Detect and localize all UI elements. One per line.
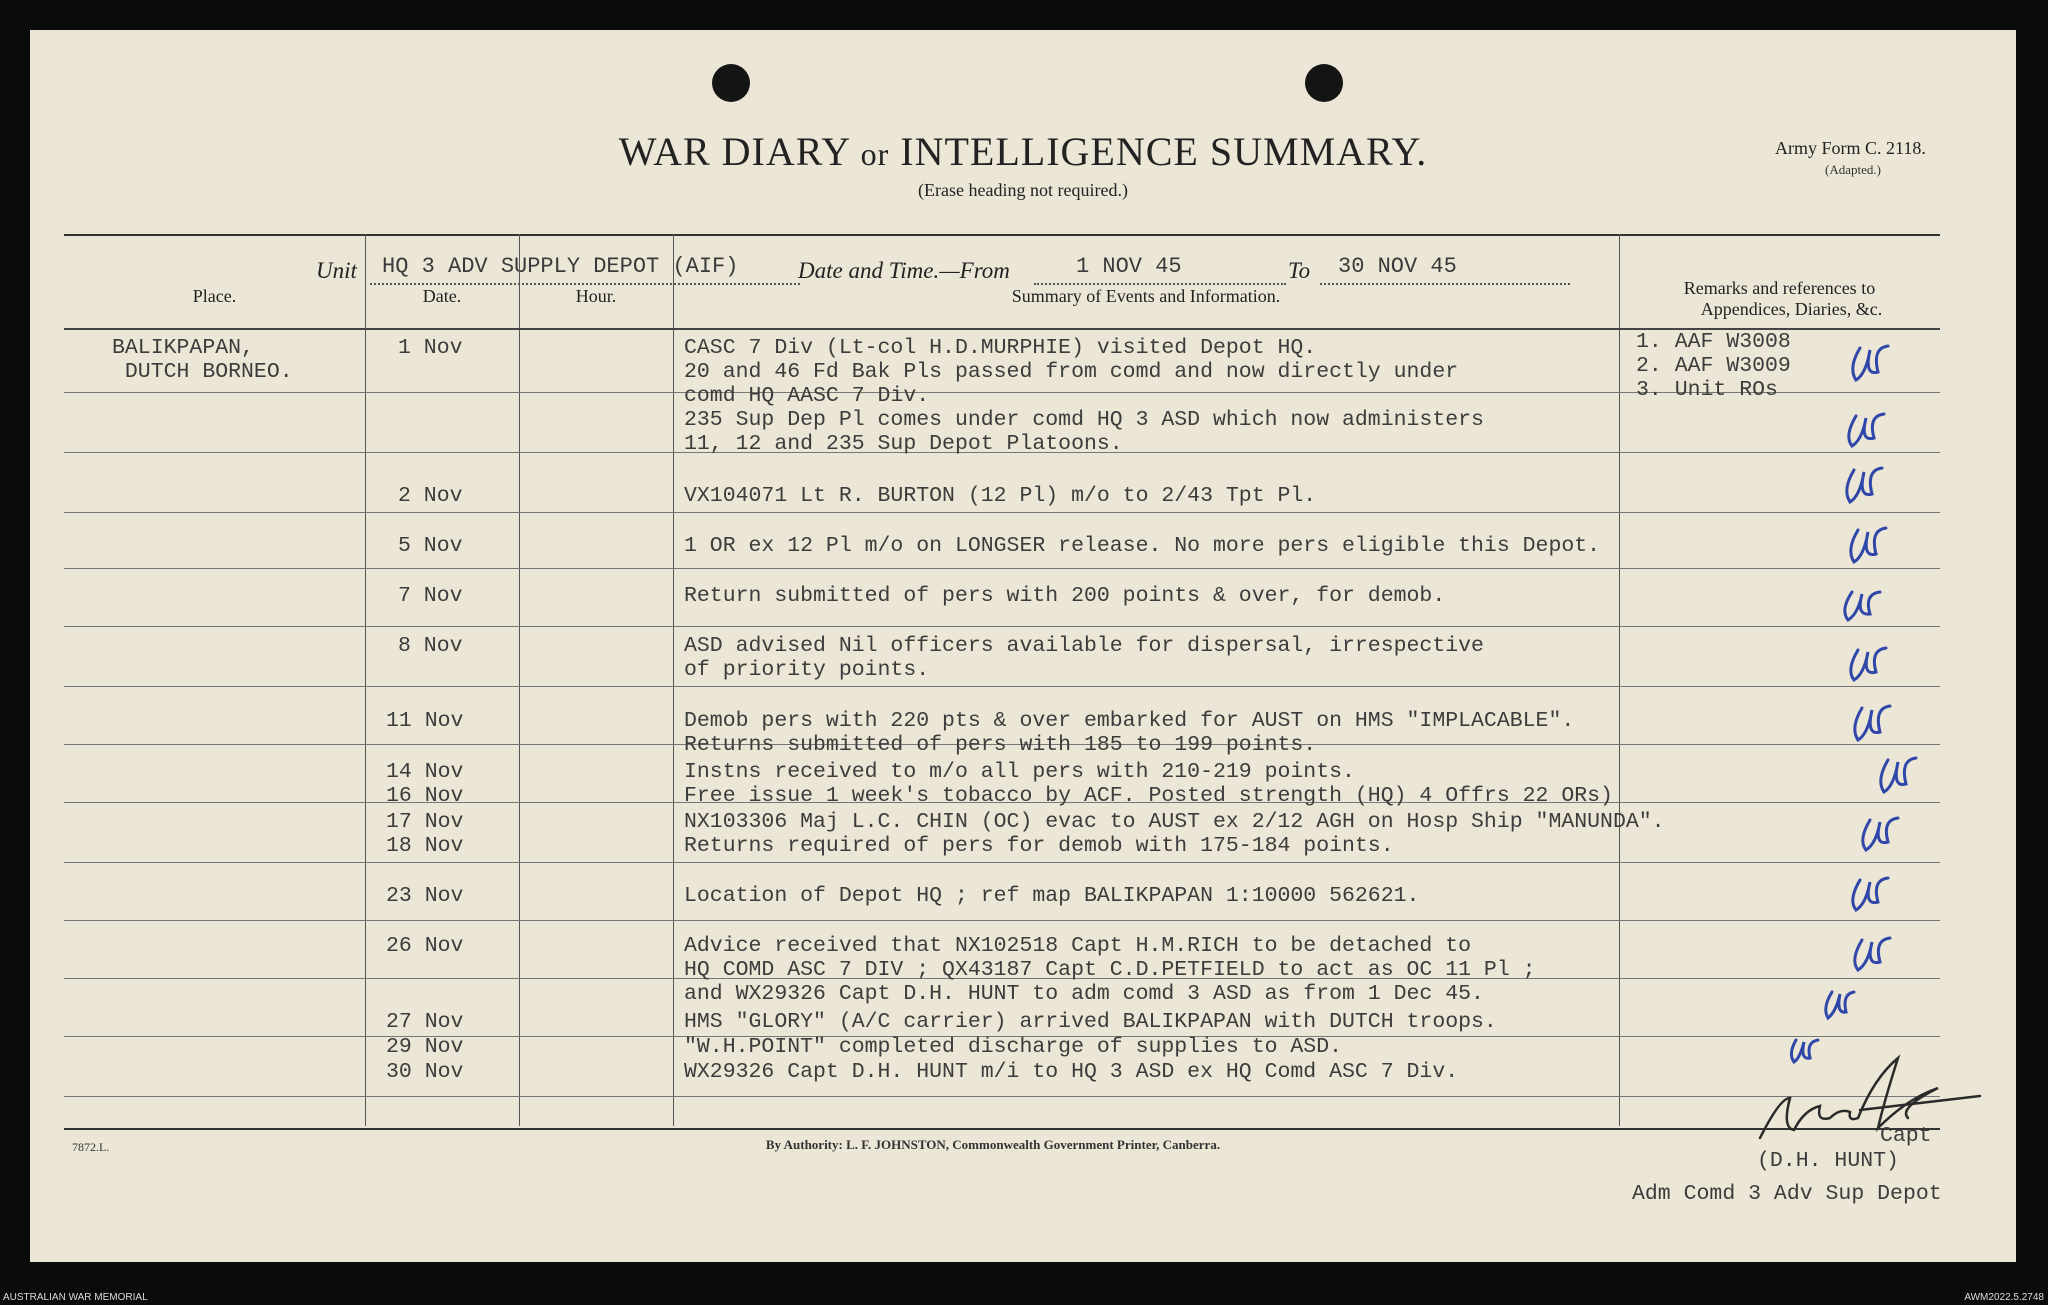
initial-mark [1863,818,1898,850]
unit-value: HQ 3 ADV SUPPLY DEPOT (AIF) [382,254,739,279]
from-value: 1 NOV 45 [1076,254,1182,279]
archive-caption: AUSTRALIAN WAR MEMORIAL [3,1292,148,1303]
initial-mark [1851,528,1886,562]
entry-text: 1 OR ex 12 Pl m/o on LONGSER release. No more pers eligible this Depot. [684,534,1601,558]
entry-text: VX104071 Lt R. BURTON (12 Pl) m/o to 2/43 Tpt Pl. [684,484,1317,508]
entry-text: NX103306 Maj L.C. CHIN (OC) evac to AUST ex 2/12 AGH on Hosp Ship "MANUNDA". Returns required of pers for demob with 175-184 points. [684,810,1665,858]
initial-mark [1791,1040,1818,1062]
initial-mark [1881,758,1916,792]
entry-date: 14 Nov 16 Nov [386,760,464,808]
entry-text: Location of Depot HQ ; ref map BALIKPAPAN 1:10000 562621. [684,884,1420,908]
entry-text: HMS "GLORY" (A/C carrier) arrived BALIKPAPAN with DUTCH troops. "W.H.POINT" completed discharge of supplies to ASD. WX29326 Capt D.H. HUNT m/i to HQ 3 ASD ex HQ Comd ASC 7 Div. [684,1010,1497,1084]
entry-text: Demob pers with 220 pts & over embarked for AUST on HMS "IMPLACABLE". Returns submitted of pers with 185 to 199 points. [684,709,1575,757]
entry-date: 2 Nov [398,484,463,508]
army-form-number: Army Form C. 2118. [1775,138,1926,158]
entry-text: Instns received to m/o all pers with 210-219 points. Free issue 1 week's tobacco by ACF. Posted strength (HQ) 4 Offrs 22 ORs) [684,760,1613,808]
col-date: Date. [422,286,462,306]
initial-mark [1845,592,1880,620]
remarks-cell: 1. AAF W3008 2. AAF W3009 3. Unit ROs [1636,330,1791,402]
signature-name: (D.H. HUNT) [1757,1149,1899,1173]
form-title: WAR DIARY or INTELLIGENCE SUMMARY. [618,129,1428,174]
initial-mark [1851,648,1886,680]
entry-date: 8 Nov [398,634,463,658]
initial-mark [1853,346,1888,380]
entry-text: CASC 7 Div (Lt-col H.D.MURPHIE) visited Depot HQ. 20 and 46 Fd Bak Pls passed from comd and now directly under comd HQ AASC 7 Div. 235 Sup Dep Pl comes under comd HQ 3 ASD which now administers 11, 12 and 235 Sup Depot Platoons. [684,336,1484,456]
entry-text: Advice received that NX102518 Capt H.M.RICH to be detached to HQ COMD ASC 7 DIV ; QX43187 Capt C.D.PETFIELD to act as OC 11 Pl ; and WX29326 Capt D.H. HUNT to adm comd 3 ASD as from 1 Dec 45. [684,934,1536,1006]
col-place: Place. [192,286,237,306]
to-value: 30 NOV 45 [1338,254,1457,279]
form-subtitle: (Erase heading not required.) [918,180,1128,200]
archive-reference: AWM2022.5.2748 [1964,1292,2044,1303]
army-form-adapted: (Adapted.) [1825,162,1881,177]
initial-mark [1847,468,1882,502]
entry-date: 11 Nov [386,709,464,733]
date-from-label: Date and Time.—From [798,258,1010,283]
col-hour: Hour. [575,286,617,306]
entry-date: 17 Nov 18 Nov [386,810,464,858]
place-cell: BALIKPAPAN, DUTCH BORNEO. [112,336,293,384]
entry-date: 5 Nov [398,534,463,558]
initial-mark [1826,992,1854,1018]
entry-date: 1 Nov [398,336,463,360]
initial-mark [1855,938,1890,970]
form-code: 7872.L. [72,1140,110,1154]
entry-date: 23 Nov [386,884,464,908]
entry-text: ASD advised Nil officers available for dispersal, irrespective of priority points. [684,634,1484,682]
entry-text: Return submitted of pers with 200 points & over, for demob. [684,584,1446,608]
signature-appointment: Adm Comd 3 Adv Sup Depot [1632,1182,1942,1206]
entry-date: 27 Nov 29 Nov 30 Nov [386,1010,464,1084]
initial-mark [1849,414,1884,446]
printer-authority: By Authority: L. F. JOHNSTON, Commonwealth Government Printer, Canberra. [765,1137,1221,1152]
initial-mark [1855,706,1890,740]
entry-date: 26 Nov [386,934,464,958]
signature-rank: Capt [1880,1124,1932,1148]
initial-mark [1853,878,1888,910]
col-summary: Summary of Events and Information. [1011,286,1281,306]
to-label: To [1288,258,1311,283]
signature [1760,1058,1980,1138]
col-remarks: Remarks and references to Appendices, Diaries, &c. [1683,278,1883,319]
unit-label: Unit [316,258,357,283]
entry-date: 7 Nov [398,584,463,608]
